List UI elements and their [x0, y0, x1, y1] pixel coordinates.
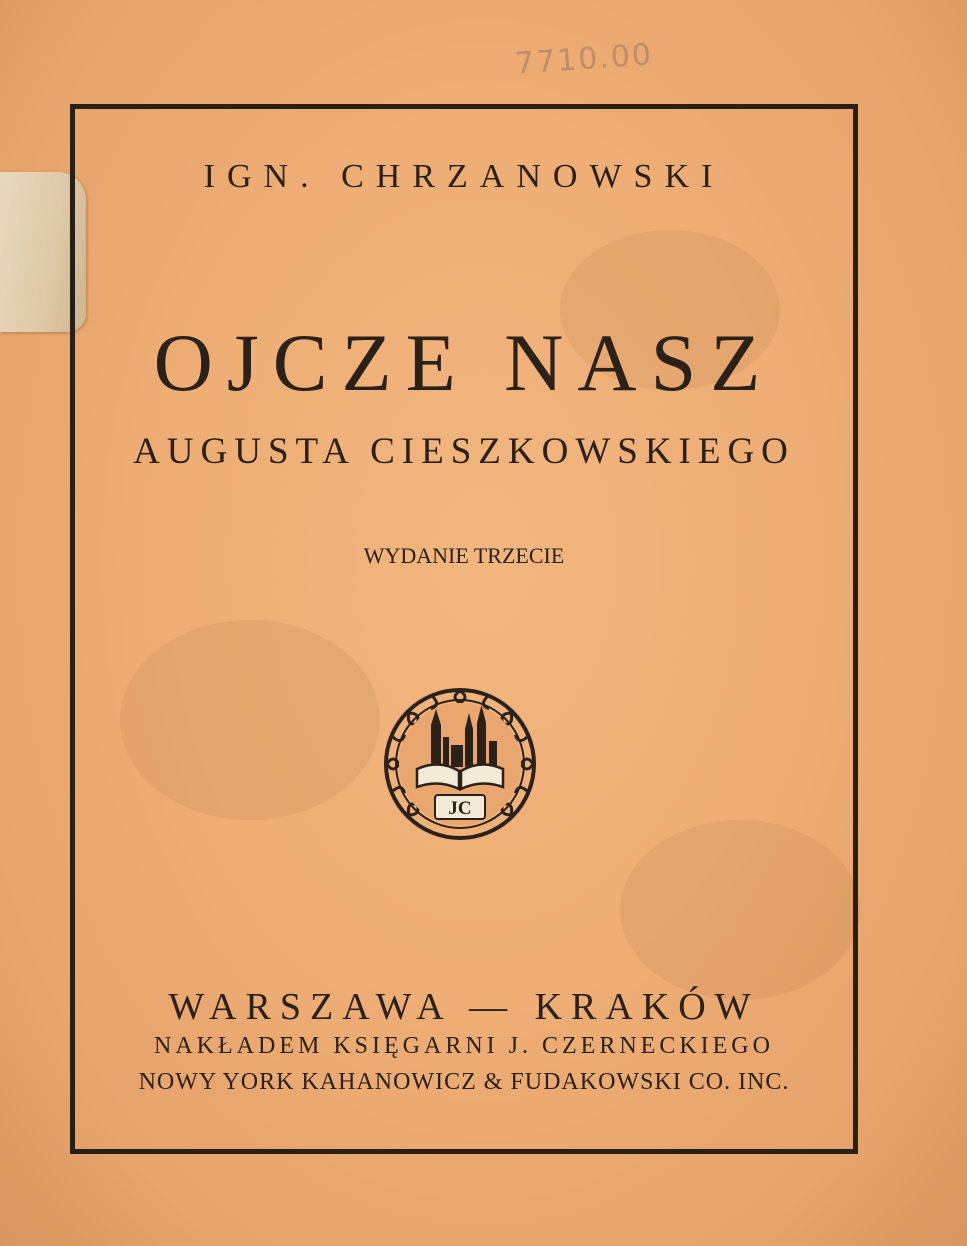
- book-title: OJCZE NASZ: [153, 317, 775, 408]
- emblem-monogram: JC: [448, 798, 472, 819]
- cover-text-block: [75, 0, 853, 1246]
- publication-place: WARSZAWA — KRAKÓW: [168, 986, 760, 1028]
- author-name: IGN. CHRZANOWSKI: [203, 158, 725, 195]
- pencil-note: 7710.00: [513, 37, 655, 82]
- publisher-line: NAKŁADEM KSIĘGARNI J. CZERNECKIEGO: [154, 1033, 774, 1059]
- publisher-line-2: NOWY YORK KAHANOWICZ & FUDAKOWSKI CO. INC.: [138, 1069, 790, 1095]
- edition-label: WYDANIE TRZECIE: [363, 543, 565, 568]
- publisher-emblem: [381, 685, 539, 843]
- book-subtitle: AUGUSTA CIESZKOWSKIEGO: [133, 431, 795, 472]
